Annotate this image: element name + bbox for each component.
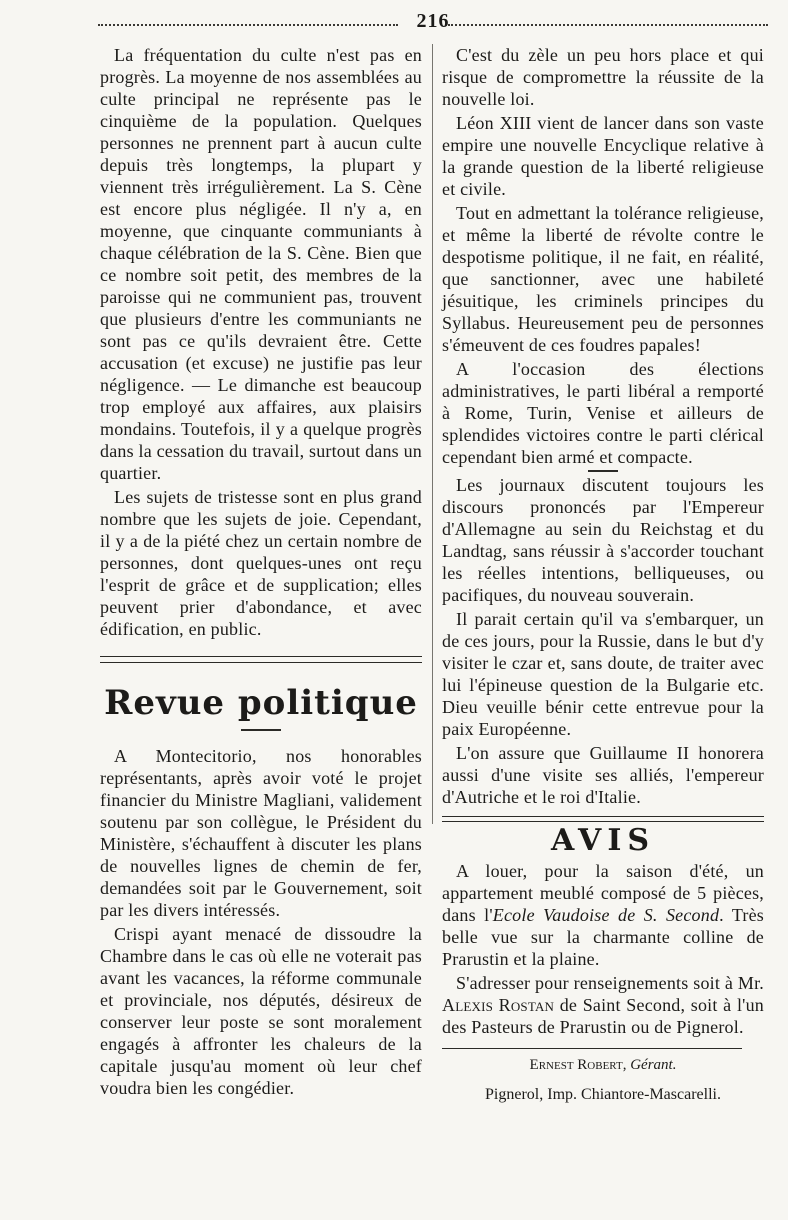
- header-rule-left: [98, 24, 398, 26]
- avis-title: AVIS: [550, 823, 656, 858]
- article-paragraph: Les sujets de tristesse sont en plus grand nombre que les sujets de joie. Cependant, il y a de la piété chez un certain nombre de personnes, dont quelques-unes ont reçu l'esprit de grâce et de supplication; elles peuvent prier d'abondance, et avec édification, en public.: [100, 487, 422, 639]
- avis-text: de Saint Second, soit à l'un des Pasteurs de Prarustin ou de Pignerol.: [442, 995, 764, 1037]
- header-rule-right: [448, 24, 768, 26]
- section-title: Revue politique: [104, 683, 418, 723]
- avis-divider: [442, 816, 764, 822]
- signature-name: Ernest Robert: [529, 1057, 623, 1073]
- politics-paragraph: Léon XIII vient de lancer dans son vaste empire une nouvelle Encyclique relative à la grande question de la liberté religieuse et civile.: [442, 113, 764, 199]
- avis-paragraph: [442, 972, 764, 1038]
- article-paragraph: La fréquentation du culte n'est pas en progrès. La moyenne de nos assemblées au culte principal ne représente pas le cinquième de la population. Quelques personnes ne prennent part à aucun culte depuis très longtemps, la plupart y viennent très irrégulièrement. La S. Cène est encore plus négligée. Il n'y a, en moyenne, que cinquante communiants à chaque célébration de la S. Cène. Bien que ce nombre soit petit, des membres de la paroisse qui ne communient pas, trouvent que plusieurs d'entre les communiants ne sont pas ce qu'ils devraient être. Cette accusation (et excuse) ne justifie pas leur négligence. — Le dimanche est beaucoup trop employé aux affaires, aux plaisirs mondains. Toutefois, il y a quelque progrès dans la cessation du travail, surtout dans un quartier.: [100, 45, 422, 483]
- left-column: [100, 44, 422, 1101]
- page-number: 216: [416, 10, 450, 32]
- printer-imprint: Pignerol, Imp. Chiantore-Mascarelli.: [485, 1086, 721, 1103]
- politics-paragraph: Les journaux discutent toujours les discours prononcés par l'Empereur d'Allemagne au sein du Reichstag et du Landtag, sans réussir à s'accorder touchant les réelles intentions, belliqueuses, ou pacifiques, du nouveau souverain.: [442, 475, 764, 605]
- politics-paragraph: L'on assure que Guillaume II honorera aussi d'une visite ses alliés, l'empereur d'Autriche et le roi d'Italie.: [442, 743, 764, 807]
- signature-separator: ,: [622, 1057, 631, 1073]
- politics-paragraph: Il parait certain qu'il va s'embarquer, un de ces jours, pour la Russie, dans le but d'y visiter le czar et, sans doute, de traiter avec lui l'épineuse question de la Bulgarie etc. Dieu veuille bénir cette entrevue pour la paix Européenne.: [442, 609, 764, 739]
- page-header: [98, 10, 768, 36]
- avis-text: A louer, pour la saison d'été, un appartement meublé composé de 5 pièces, dans l': [442, 861, 764, 925]
- politics-paragraph: Tout en admettant la tolérance religieuse, et même la liberté de révolte contre le despotisme politique, il ne fait, en réalité, que sanctionner, avec une habileté jésuitique, les criminels principes du Syllabus. Heureusement peu de personnes s'émeuvent de ces foudres papales!: [442, 203, 764, 355]
- contact-name: Alexis Rostan: [442, 995, 555, 1015]
- section-divider: [100, 656, 422, 663]
- politics-paragraph: Crispi ayant menacé de dissoudre la Chambre dans le cas où elle ne voterait pas avant les vacances, la réforme communale et provinciale, nos députés, désireux de conserver leur poste se sont moralement engagés à affronter les chaleurs de la capitale jusqu'au moment où leur chef voudra bien les congédier.: [100, 924, 422, 1098]
- politics-paragraph: C'est du zèle un peu hors place et qui risque de compromettre la réussite de la nouvelle loi.: [442, 45, 764, 109]
- signature-role: Gérant.: [630, 1057, 677, 1073]
- signature-rule: [442, 1048, 742, 1049]
- avis-text: S'adresser pour renseignements soit à Mr.: [456, 973, 764, 993]
- avis-text: . Très belle vue sur la charmante colline de Prarustin et la plaine.: [442, 905, 764, 969]
- avis-paragraph: [442, 860, 764, 970]
- signature: [442, 1055, 764, 1075]
- politics-paragraph: A l'occasion des élections administratives, le parti libéral a remporté à Rome, Turin, Venise et ailleurs de splendides victoires contre le parti clérical cependant bien armé et compacte.: [442, 359, 764, 467]
- politics-paragraph: A Montecitorio, nos honorables représentants, après avoir voté le projet financier du Ministre Magliani, validement soutenu par son collègue, le Président du Ministère, s'échauffent à discuter les plans de nouvelles lignes de chemin de fer, demandées soit par le Gouvernement, soit par les divers intéressés.: [100, 746, 422, 920]
- column-divider: [432, 44, 433, 824]
- school-name: Ecole Vaudoise de S. Second: [492, 905, 720, 925]
- paragraph-separator: [588, 470, 618, 472]
- right-column: [442, 44, 764, 1105]
- title-underline: [241, 729, 281, 731]
